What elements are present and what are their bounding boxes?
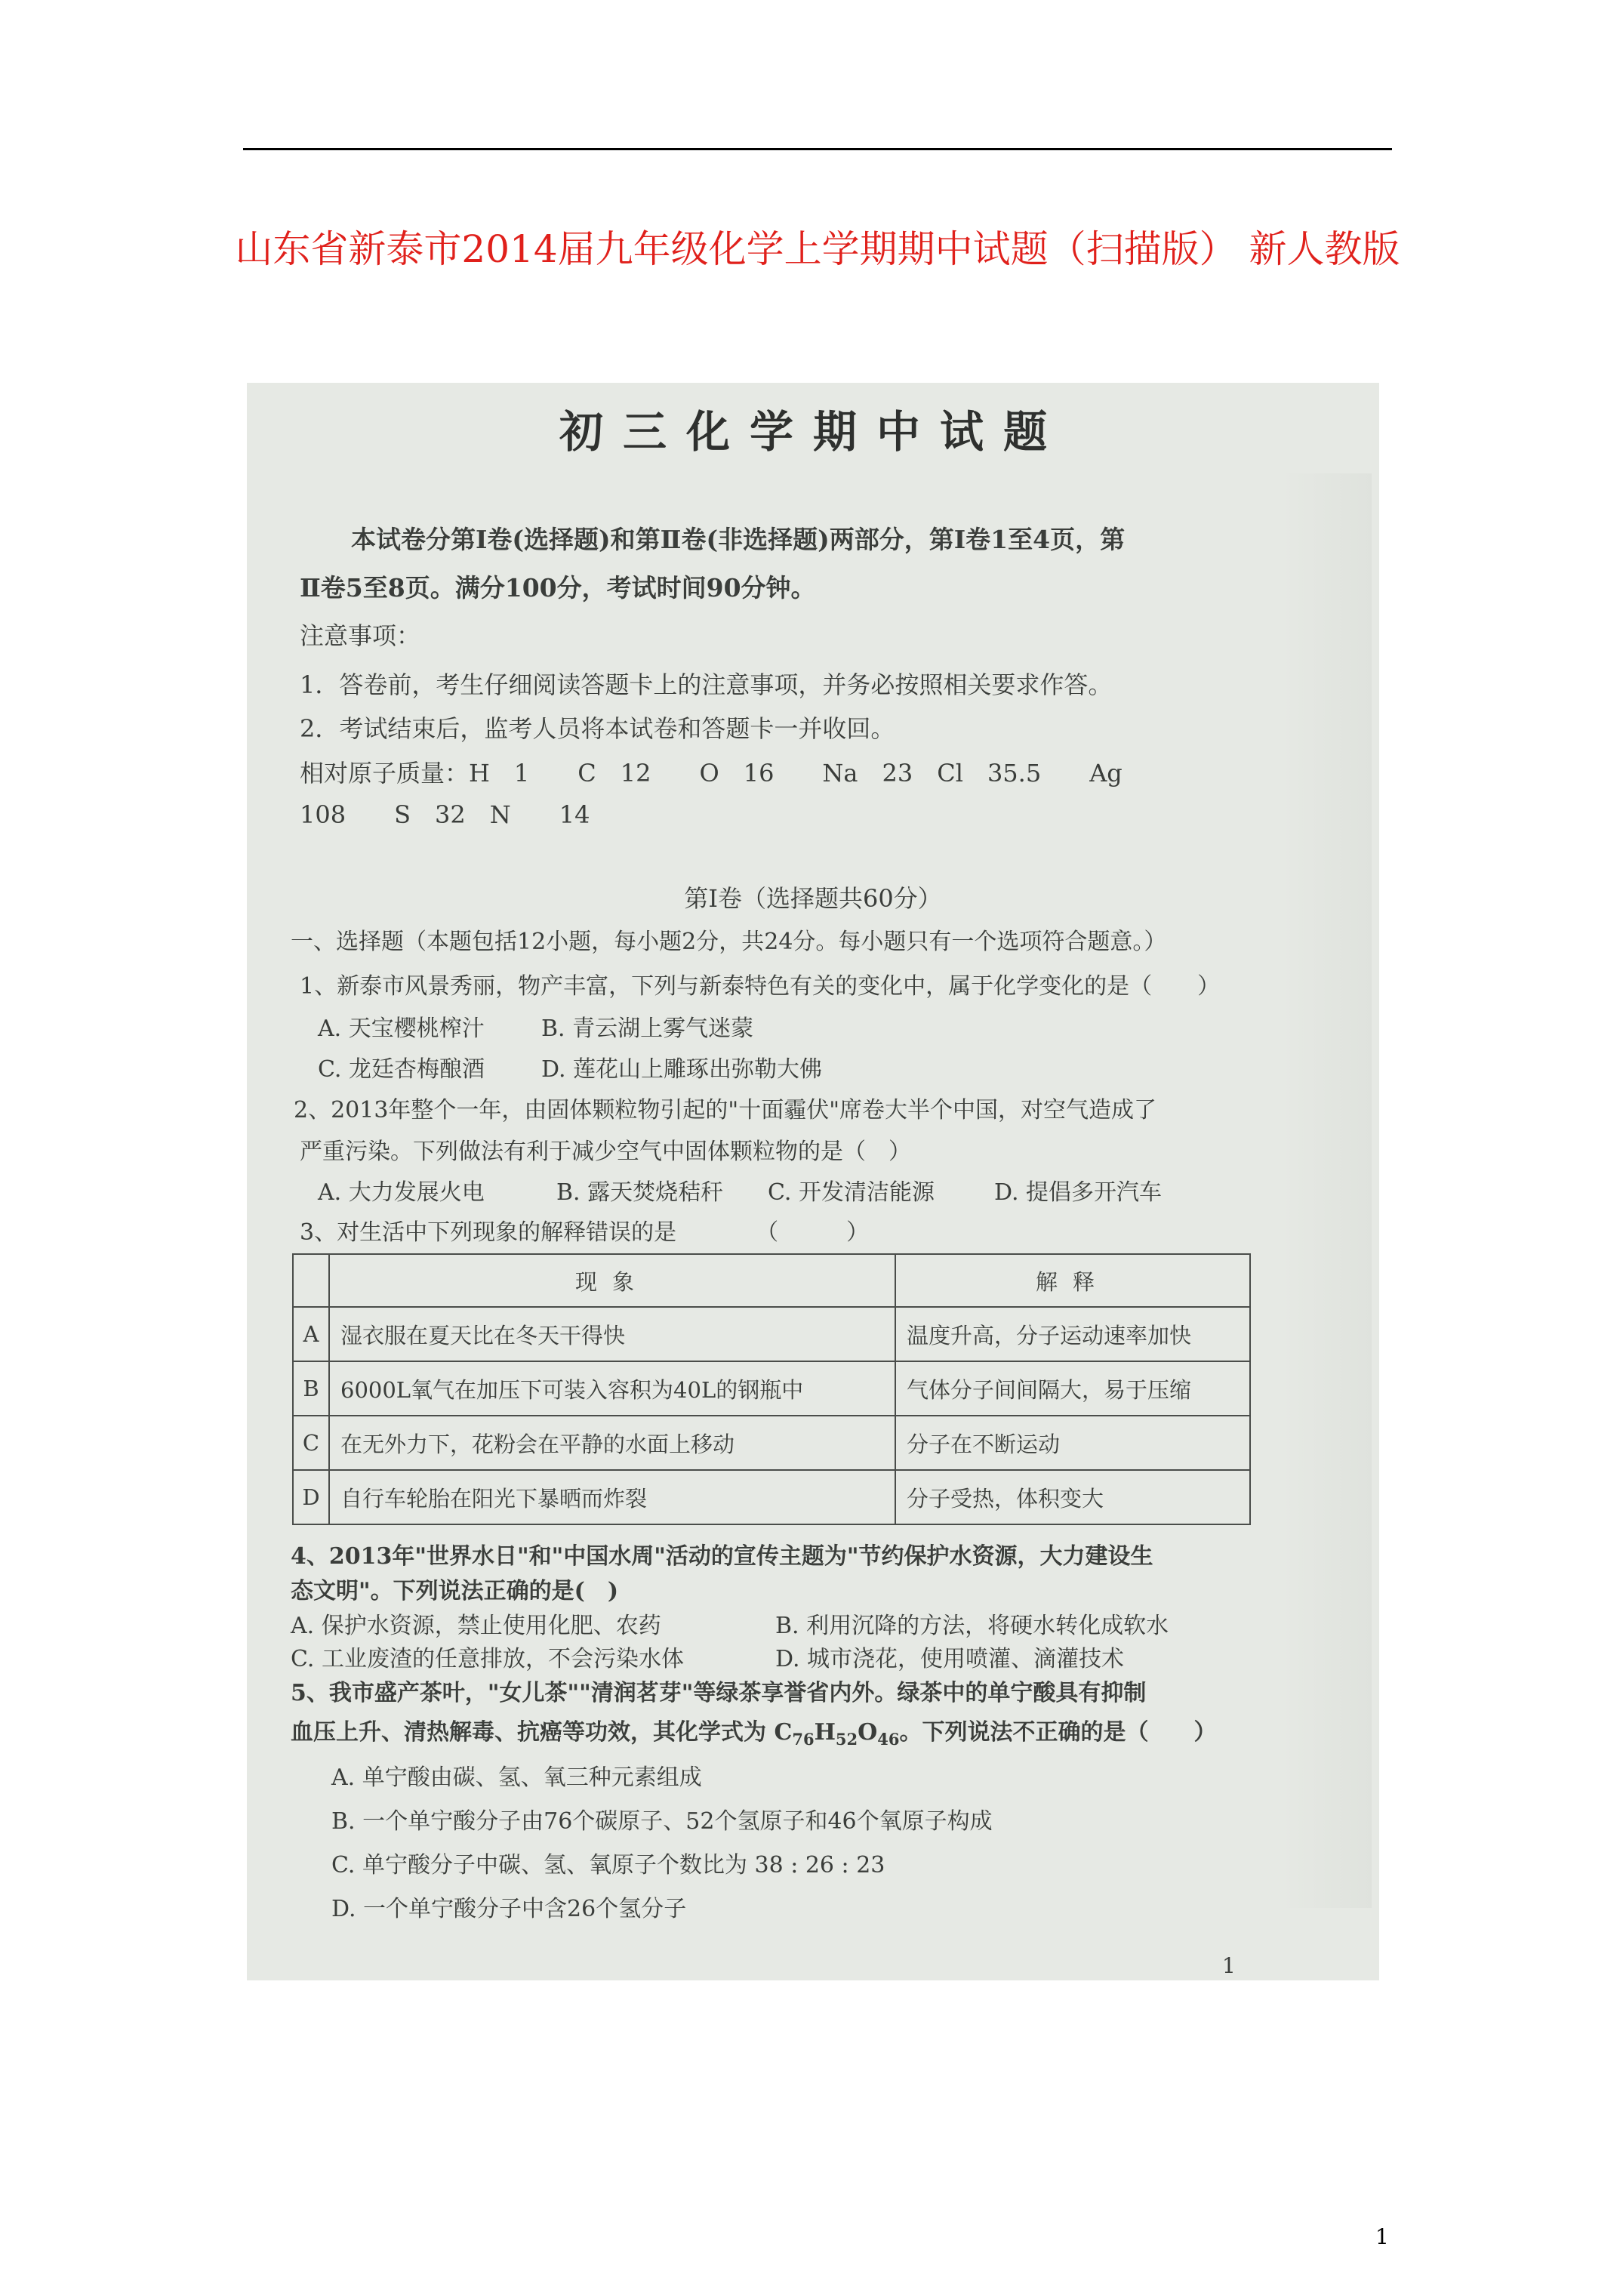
q5-stem-line-2 bbox=[291, 1713, 1217, 1749]
document-title: 山东省新泰市2014届九年级化学上学期期中试题（扫描版） 新人教版 bbox=[235, 227, 1400, 271]
q1-option-b: B. 青云湖上雾气迷蒙 bbox=[541, 1015, 754, 1042]
formula-hydrogen-count: 52 bbox=[835, 1730, 858, 1749]
row-explanation: 气体分子间间隔大，易于压缩 bbox=[895, 1361, 1250, 1416]
section-title: 第Ⅰ卷（选择题共60分） bbox=[684, 884, 942, 913]
intro-line-1: 本试卷分第Ⅰ卷(选择题)和第Ⅱ卷(非选择题)两部分，第Ⅰ卷1至4页，第 bbox=[351, 525, 1126, 554]
q2-option-a: A. 大力发展火电 bbox=[318, 1179, 485, 1206]
q2-option-b: B. 露天焚烧秸秆 bbox=[556, 1179, 724, 1206]
intro-line-2: Ⅱ卷5至8页。满分100分，考试时间90分钟。 bbox=[300, 573, 816, 603]
row-phenomenon: 湿衣服在夏天比在冬天干得快 bbox=[329, 1307, 895, 1361]
q5-stem-prefix: 血压上升、清热解毒、抗癌等功效，其化学式为 C bbox=[291, 1719, 793, 1746]
q3-table bbox=[292, 1253, 1251, 1525]
row-explanation: 分子受热，体积变大 bbox=[895, 1470, 1250, 1524]
row-explanation: 温度升高，分子运动速率加快 bbox=[895, 1307, 1250, 1361]
q2-option-d: D. 提倡多开汽车 bbox=[994, 1179, 1163, 1206]
row-phenomenon: 在无外力下，花粉会在平静的水面上移动 bbox=[329, 1416, 895, 1470]
row-label: B bbox=[293, 1361, 329, 1416]
atomic-mass-line-1: 相对原子质量：H 1 C 12 O 16 Na 23 Cl 35.5 Ag bbox=[300, 759, 1123, 787]
formula-carbon-count: 76 bbox=[792, 1730, 815, 1749]
row-label: D bbox=[293, 1470, 329, 1524]
q3-header-explanation: 解释 bbox=[895, 1254, 1250, 1307]
q2-stem-line-2: 严重污染。下列做法有利于减少空气中固体颗粒物的是（ ） bbox=[300, 1139, 911, 1165]
row-label: A bbox=[293, 1307, 329, 1361]
q3-header-blank bbox=[293, 1254, 329, 1307]
formula-oxygen-symbol: O bbox=[858, 1719, 878, 1746]
q3-header-phenomenon: 现象 bbox=[329, 1254, 895, 1307]
q5-option-d: D. 一个单宁酸分子中含26个氢分子 bbox=[331, 1896, 687, 1922]
q4-option-c: C. 工业废渣的任意排放，不会污染水体 bbox=[291, 1646, 684, 1672]
table-row bbox=[293, 1470, 1250, 1524]
q5-option-b: B. 一个单宁酸分子由76个碳原子、52个氢原子和46个氧原子构成 bbox=[331, 1808, 993, 1835]
note-1: 1．答卷前，考生仔细阅读答题卡上的注意事项，并务必按照相关要求作答。 bbox=[300, 670, 1113, 699]
formula-oxygen-count: 46 bbox=[877, 1730, 900, 1749]
q5-stem-line-1: 5、我市盛产茶叶，"女儿茶""清润茗芽"等绿茶享誉省内外。绿茶中的单宁酸具有抑制 bbox=[291, 1680, 1147, 1706]
q1-stem: 1、新泰市风景秀丽，物产丰富，下列与新泰特色有关的变化中，属于化学变化的是（ ） bbox=[300, 973, 1221, 1000]
q1-option-c: C. 龙廷杏梅酿酒 bbox=[318, 1056, 485, 1083]
q4-option-d: D. 城市浇花，使用喷灌、滴灌技术 bbox=[775, 1646, 1125, 1672]
row-label: C bbox=[293, 1416, 329, 1470]
q5-option-c: C. 单宁酸分子中碳、氢、氧原子个数比为 38 : 26 : 23 bbox=[331, 1852, 885, 1878]
q3-stem: 3、对生活中下列现象的解释错误的是 （ ） bbox=[300, 1219, 870, 1246]
formula-hydrogen-symbol: H bbox=[814, 1719, 836, 1746]
q4-stem-line-1: 4、2013年"世界水日"和"中国水周"活动的宣传主题为"节约保护水资源，大力建设生 bbox=[291, 1543, 1153, 1570]
atomic-mass-line-2: 108 S 32 N 14 bbox=[300, 800, 590, 829]
note-2: 2．考试结束后，监考人员将本试卷和答题卡一并收回。 bbox=[300, 714, 895, 743]
q3-table-header bbox=[293, 1254, 1250, 1307]
q1-option-a: A. 天宝樱桃榨汁 bbox=[318, 1015, 485, 1042]
q5-option-a: A. 单宁酸由碳、氢、氧三种元素组成 bbox=[331, 1764, 702, 1791]
table-row bbox=[293, 1307, 1250, 1361]
choice-instructions: 一、选择题（本题包括12小题，每小题2分，共24分。每小题只有一个选项符合题意。） bbox=[291, 929, 1167, 955]
q5-stem-suffix: 。下列说法不正确的是（ ） bbox=[899, 1719, 1217, 1746]
exam-title: 初三化学期中试题 bbox=[559, 406, 1067, 458]
row-explanation: 分子在不断运动 bbox=[895, 1416, 1250, 1470]
notes-heading: 注意事项： bbox=[300, 621, 421, 650]
q4-stem-line-2: 态文明"。下列说法正确的是( ) bbox=[291, 1578, 619, 1604]
row-phenomenon: 自行车轮胎在阳光下暴晒而炸裂 bbox=[329, 1470, 895, 1524]
table-row bbox=[293, 1361, 1250, 1416]
row-phenomenon: 6000L氧气在加压下可装入容积为40L的钢瓶中 bbox=[329, 1361, 895, 1416]
q2-stem-line-1: 2、2013年整个一年，由固体颗粒物引起的"十面霾伏"席卷大半个中国，对空气造成了 bbox=[294, 1097, 1157, 1123]
header-rule bbox=[243, 148, 1392, 150]
page-number: 1 bbox=[1375, 2224, 1389, 2249]
q4-option-a: A. 保护水资源，禁止使用化肥、农药 bbox=[291, 1613, 661, 1639]
scan-page-number: 1 bbox=[1222, 1953, 1236, 1978]
q4-option-b: B. 利用沉降的方法，将硬水转化成软水 bbox=[775, 1613, 1169, 1639]
q1-option-d: D. 莲花山上雕琢出弥勒大佛 bbox=[541, 1056, 823, 1083]
scanned-exam-page bbox=[247, 383, 1379, 1980]
q2-option-c: C. 开发清洁能源 bbox=[768, 1179, 935, 1206]
table-row bbox=[293, 1416, 1250, 1470]
